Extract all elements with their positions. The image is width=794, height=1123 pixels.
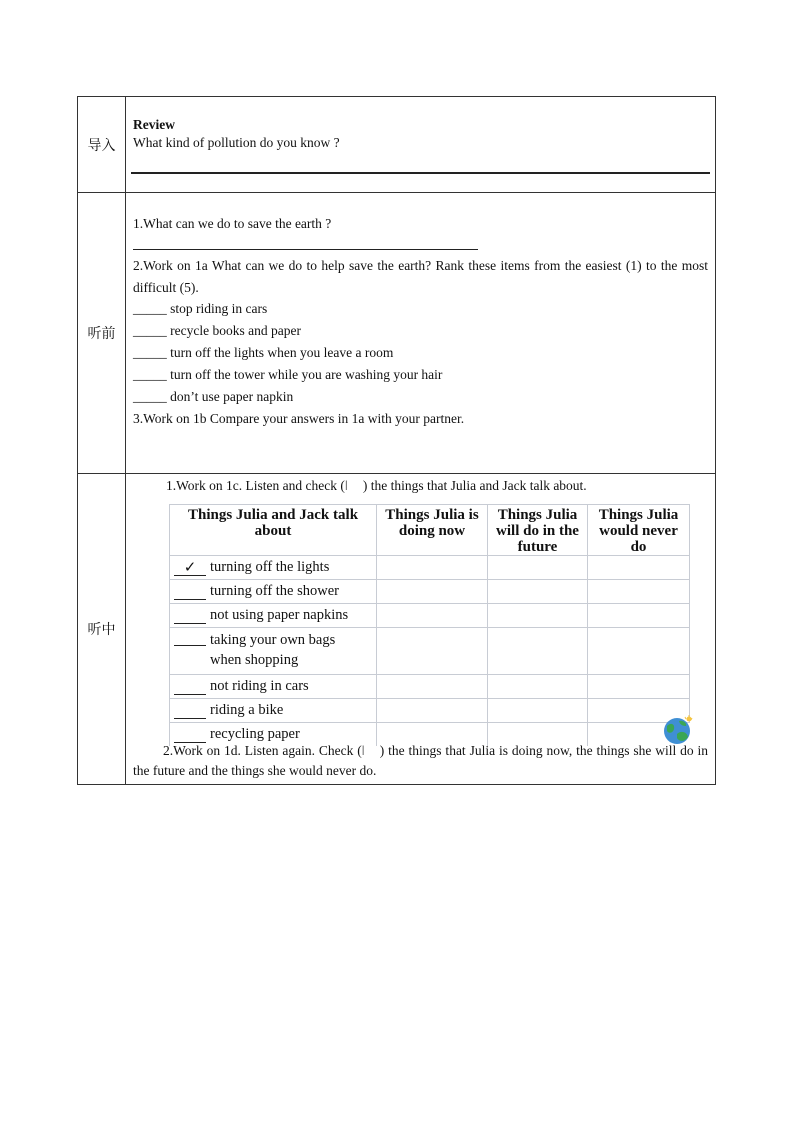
answer-cell[interactable] [588, 604, 690, 628]
item-text: turning off the shower [210, 583, 339, 599]
rank-item: _____ recycle books and paper [133, 323, 301, 338]
row-intro [78, 97, 716, 193]
answer-cell[interactable] [377, 580, 488, 604]
answer-cell[interactable] [377, 556, 488, 580]
row-whilelisten [78, 474, 716, 785]
item-text: recycling paper [210, 726, 300, 742]
item-cell [170, 604, 377, 628]
rank-item: _____ turn off the tower while you are washing your hair [133, 367, 443, 382]
item-cell [170, 580, 377, 604]
row-label-whilelisten: 听中 [78, 474, 126, 785]
whilelisten-q2 [133, 741, 708, 781]
check-paren: ǀ [344, 478, 348, 493]
answer-cell[interactable] [377, 604, 488, 628]
answer-cell[interactable] [588, 675, 690, 699]
answer-cell[interactable] [588, 628, 690, 675]
lesson-table [77, 96, 716, 785]
table-row [170, 556, 690, 580]
q2-text-before: 2.Work on 1d. Listen again. Check ( [163, 743, 362, 758]
item-text: not using paper napkins [210, 607, 349, 623]
check-blank[interactable] [174, 599, 206, 600]
rank-item: _____ turn off the lights when you leave a room [133, 345, 394, 360]
review-title: Review [133, 117, 175, 132]
q1-text-before: 1.Work on 1c. Listen and check ( [166, 478, 345, 493]
item-text: not riding in cars [210, 678, 309, 694]
answer-cell[interactable] [488, 556, 588, 580]
item-cell [170, 699, 377, 723]
answer-blank-line [133, 249, 478, 250]
row-prelisten [78, 193, 716, 474]
prelisten-q2: 2.Work on 1a What can we do to help save the earth? Rank these items from the easiest (1) to the most difficult (5). [133, 258, 708, 295]
item-cell [170, 556, 377, 580]
answer-line [131, 172, 710, 174]
answer-cell[interactable] [488, 604, 588, 628]
check-blank[interactable] [174, 623, 206, 624]
row-label-prelisten: 听前 [78, 193, 126, 474]
answer-cell[interactable] [488, 675, 588, 699]
answer-cell[interactable] [377, 699, 488, 723]
prelisten-q1: 1.What can we do to save the earth ? [133, 216, 332, 231]
table-row [170, 580, 690, 604]
item-cell [170, 628, 377, 675]
rank-item: _____ stop riding in cars [133, 301, 268, 316]
answer-cell[interactable] [488, 699, 588, 723]
check-blank[interactable] [174, 694, 206, 695]
answer-cell[interactable] [377, 628, 488, 675]
header-talk-about: Things Julia and Jack talk about [170, 505, 377, 556]
q2-text-after: ) the things that Julia is doing now, the things she will do in the future and the things she would never do. [133, 743, 709, 778]
header-doing-now: Things Julia is doing now [377, 505, 488, 556]
check-table [169, 504, 690, 746]
item-cell [170, 675, 377, 699]
header-never: Things Julia would never do [588, 505, 690, 556]
whilelisten-content [126, 474, 716, 785]
item-text: riding a bike [210, 702, 284, 718]
rank-item: _____ don’t use paper napkin [133, 389, 294, 404]
check-blank[interactable]: ✓ [174, 561, 206, 576]
item-text: taking your own bags when shopping [210, 632, 336, 668]
check-blank[interactable] [174, 718, 206, 719]
item-text: turning off the lights [210, 559, 330, 575]
check-table-header-row [170, 505, 690, 556]
table-row [170, 699, 690, 723]
header-future: Things Julia will do in the future [488, 505, 588, 556]
q1-text-after: ) the things that Julia and Jack talk about. [362, 478, 587, 493]
check-blank[interactable] [174, 630, 206, 646]
row-label-intro: 导入 [78, 97, 126, 193]
prelisten-content [126, 193, 716, 474]
table-row [170, 675, 690, 699]
check-paren: ǀ [361, 743, 365, 758]
prelisten-q3: 3.Work on 1b Compare your answers in 1a with your partner. [133, 411, 465, 426]
answer-cell[interactable] [488, 628, 588, 675]
whilelisten-q1 [166, 475, 587, 497]
answer-cell[interactable] [488, 580, 588, 604]
intro-content [126, 97, 716, 193]
table-row [170, 628, 690, 675]
answer-cell[interactable] [588, 580, 690, 604]
answer-cell[interactable] [588, 556, 690, 580]
table-row [170, 604, 690, 628]
review-question: What kind of pollution do you know ? [133, 135, 340, 150]
answer-cell[interactable] [377, 675, 488, 699]
